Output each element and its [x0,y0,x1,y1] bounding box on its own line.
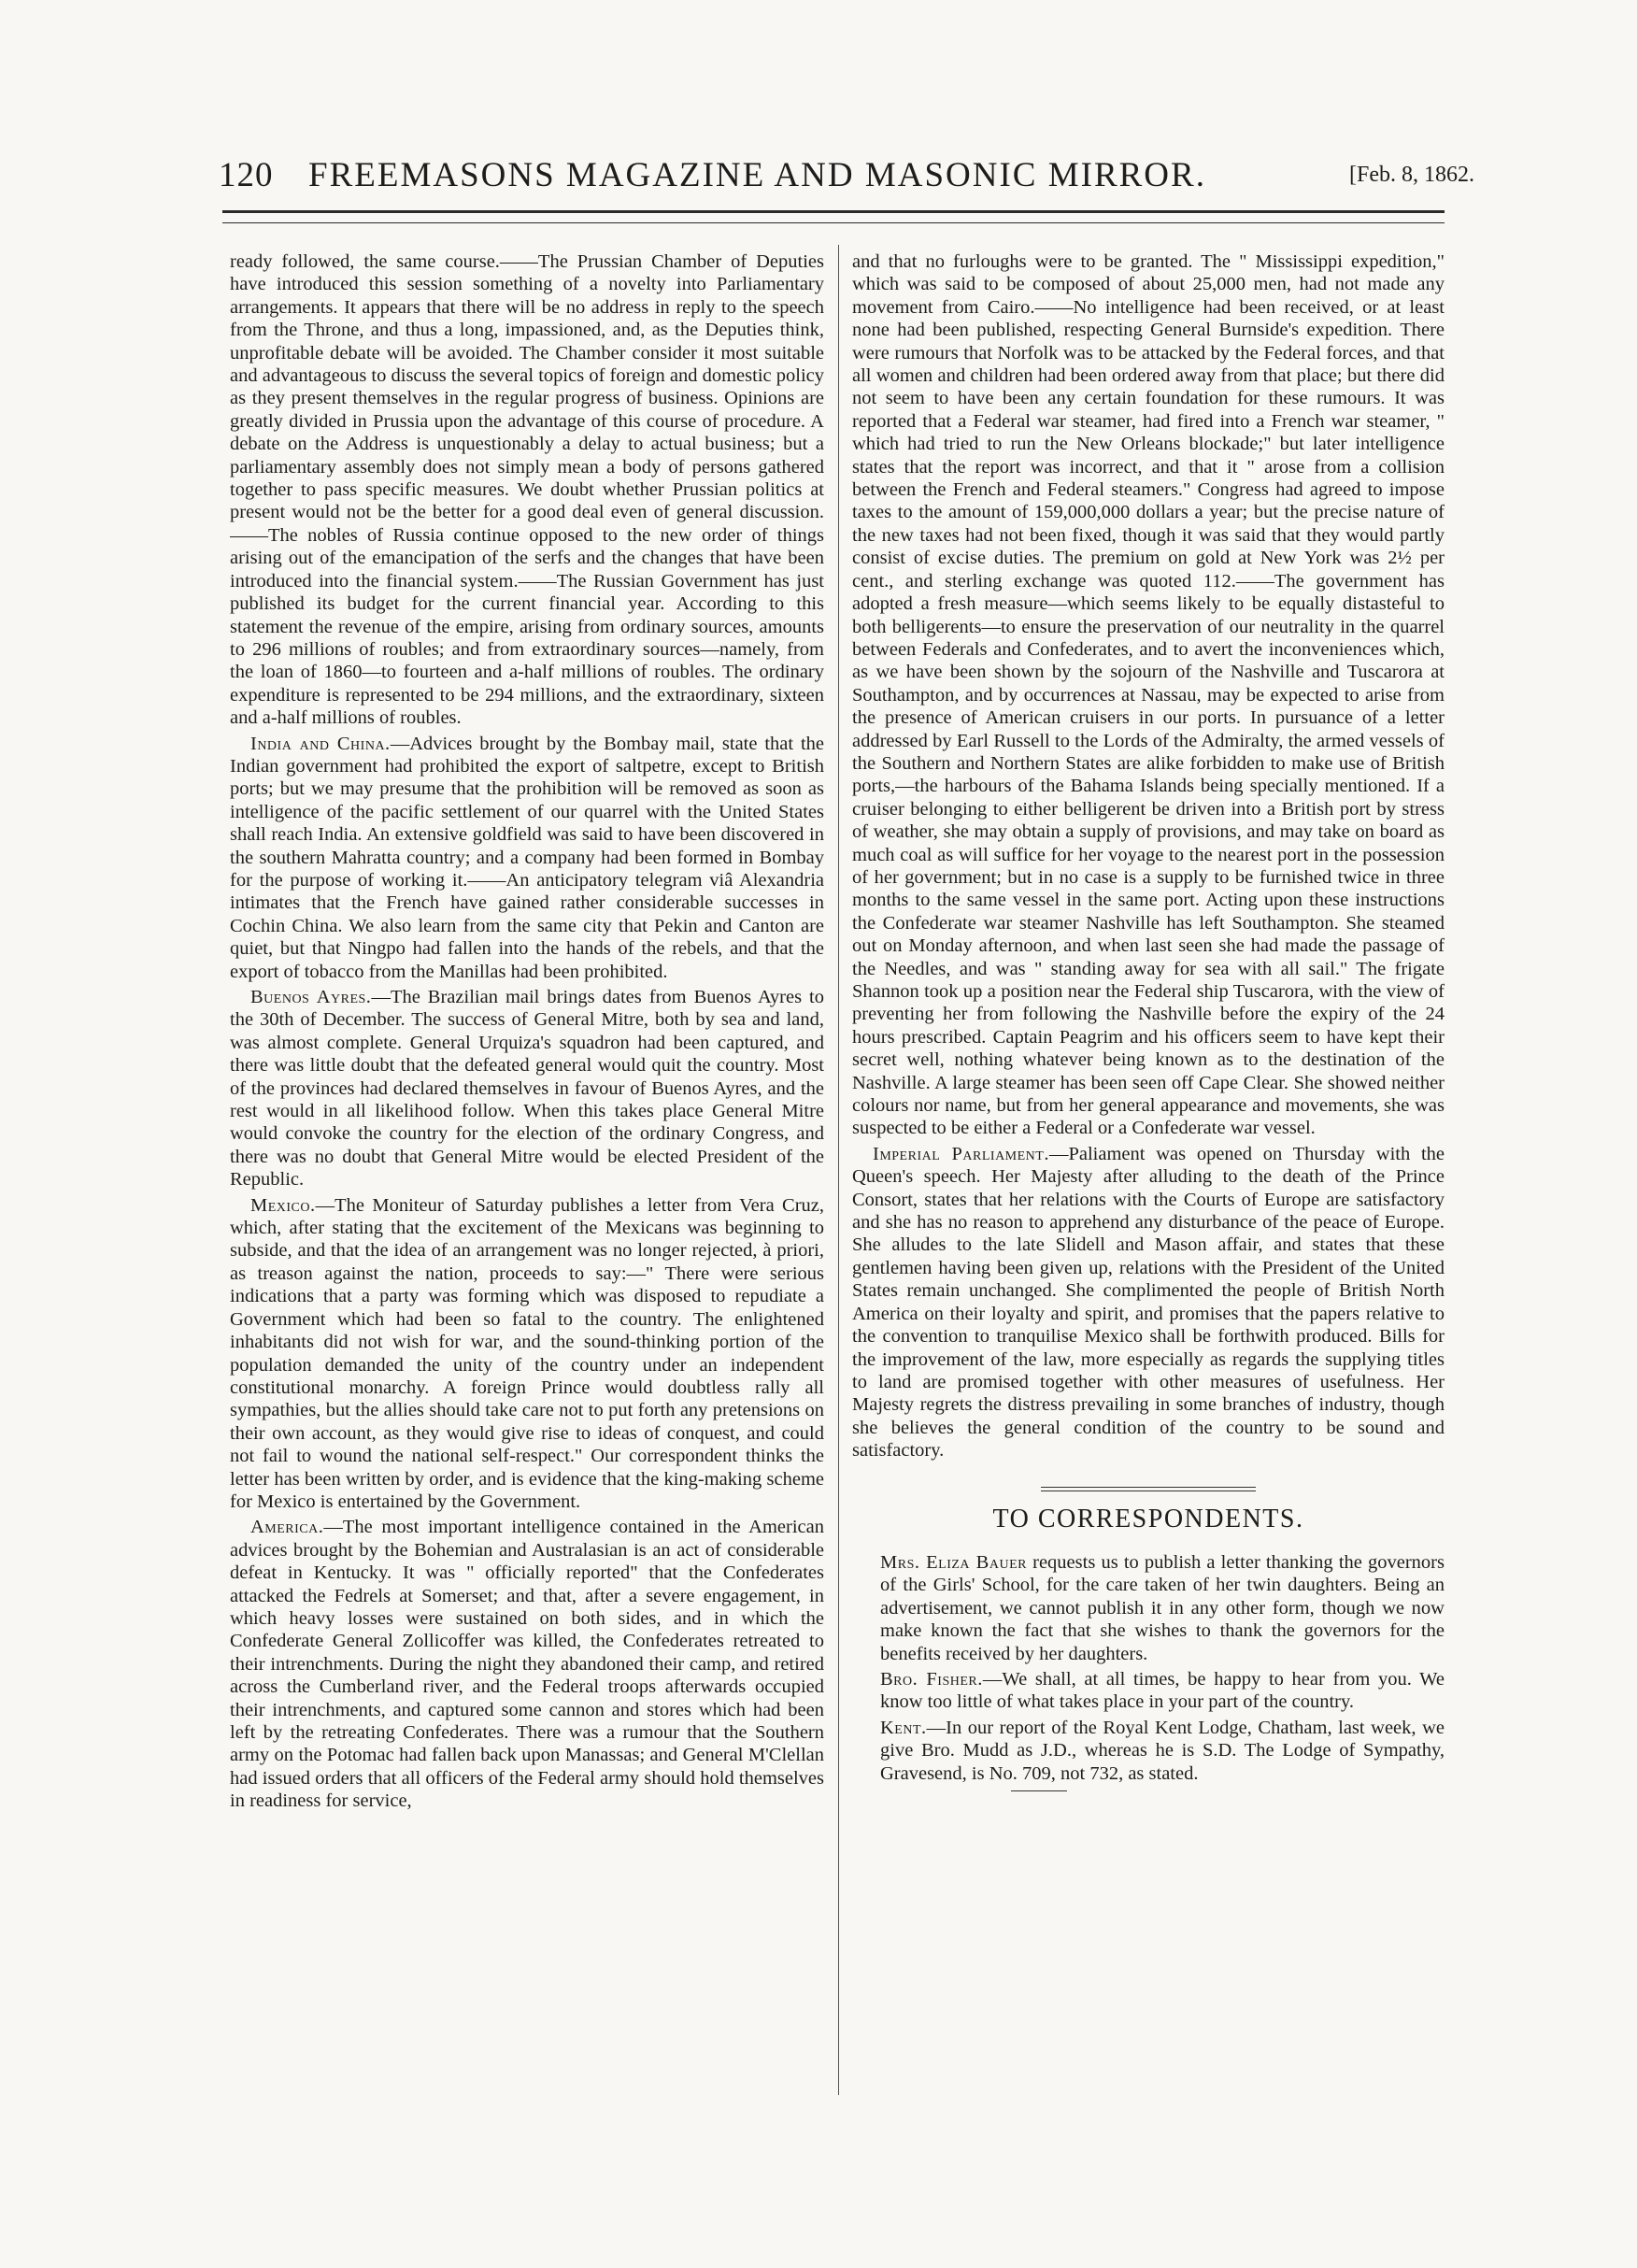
paragraph-imperial-parliament [852,1143,1445,1462]
paragraph-india-china [230,733,824,983]
correspondents-heading: TO CORRESPONDENTS. [992,1504,1304,1533]
section-divider [1041,1487,1256,1491]
issue-date: [Feb. 8, 1862. [1349,163,1474,187]
masthead-title: FREEMASONS MAGAZINE AND MASONIC MIRROR. [308,156,1206,194]
correspondent-body-bauer: requests us to publish a letter thanking the governors of the Girls' School, for the care taken of her twin daughters. Being an advertisement, we cannot publish it in any other form, though we now make known the fact that she wishes to thank the governors for the benefits received by her daughters. [880,1551,1445,1664]
correspondent-body-kent: —In our report of the Royal Kent Lodge, Chatham, last week, we give Bro. Mudd as J.D., whereas he is S.D. The Lodge of Sympathy, Gravesend, is No. 709, not 732, as stated. [880,1717,1445,1784]
header-rule-thin [222,222,1445,223]
body-buenos-ayres: —The Brazilian mail brings dates from Buenos Ayres to the 30th of December. The success of General Mitre, both by sea and land, was almost complete. General Urquiza's squadron had been captured, and there was little doubt that the defeated general would quit the country. Most of the provinces had declared themselves in favour of Buenos Ayres, and the rest would in all likelihood follow. When this takes place General Mitre would convoke the country for the election of the ordinary Congress, and there was no doubt that General Mitre would be elected President of the Republic. [230,987,824,1191]
right-column [852,250,1445,2129]
header-rule-thick [222,210,1445,213]
correspondent-note-fisher [852,1668,1445,1714]
paragraph-america-continued: and that no furloughs were to be granted. The " Mississippi expedition," which was said to be composed of about 25,000 men, had not made any movement from Cairo.——No intelligence had been received, or at least none had been published, respecting General Burnside's expedition. There were rumours that Norfolk was to be attacked by the Federal forces, and that all women and children had been ordered away from that place; but there did not seem to have been any certain foundation for these rumours. It was reported that a Federal war steamer, had fired into a French war steamer, " which had tried to run the New Orleans blockade;" but later intelligence states that the report was incorrect, and that it " arose from a collision between the French and Federal steamers." Congress had agreed to impose taxes to the amount of 159,000,000 dollars a year; but the precise nature of the new taxes had not been fixed, though it was said that they would partly consist of excise duties. The premium on gold at New York was 2½ per cent., and sterling exchange was quoted 112.——The government has adopted a fresh measure—which seems likely to be equally distasteful to both belligerents—to ensure the preservation of our neutrality in the quarrel between Federals and Confederates, and to avert the inconveniences which, as we have been shown by the sojourn of the Nashville and Tuscarora at Southampton, and by occurrences at Nassau, may be expected to arise from the presence of American cruisers in our ports. In pursuance of a letter addressed by Earl Russell to the Lords of the Admiralty, the armed vessels of the Southern and Northern States are alike forbidden to make use of British ports,—the harbours of the Bahama Islands being specially mentioned. If a cruiser belonging to either belligerent be driven into a British port by stress of weather, she may obtain a supply of provisions, and may take on board as much coal as will suffice for her voyage to the nearest port in the possession of her government; but in no case is a supply to be furnished twice in three months to the same vessel in the same port. Acting upon these instructions the Confederate war steamer Nashville has left Southampton. She steamed out on Monday afternoon, and when last seen she had made the passage of the Needles, and was " standing away for sea with all sail." The frigate Shannon took up a position near the Federal ship Tuscarora, with the view of preventing her from following the Nashville before the expiry of the 24 hours prescribed. Captain Peagrim and his officers seem to have kept their secret well, nothing whatever being known as to the destination of the Nashville. A large steamer has been seen off Cape Clear. She showed neither colours nor name, but from her general appearance and movements, she was suspected to be either a Federal or a Confederate war vessel. [852,251,1445,1139]
body-india-china: —Advices brought by the Bombay mail, state that the Indian government had prohibited the export of saltpetre, except to British ports; but we may presume that the prohibition will be removed as soon as intelligence of the pacific settlement of our quarrel with the United States shall reach India. An extensive goldfield was said to have been discovered in the southern Mahratta country; and a company had been formed in Bombay for the purpose of working it.——An anticipatory telegram viâ Alexandria intimates that the French have gained rather considerable successes in Cochin China. We also learn from the same city that Pekin and Canton are quiet, but that Ningpo had fallen into the hands of the rebels, and that the export of tobacco from the Manillas had been prohibited. [230,733,824,982]
correspondent-name-fisher: Bro. Fisher. [880,1668,983,1690]
paragraph-buenos-ayres [230,986,824,1191]
correspondent-body-fisher: —We shall, at all times, be happy to hear from you. We know too little of what takes place in your part of the country. [880,1668,1445,1713]
section-head-america: America. [250,1517,324,1538]
section-head-mexico: Mexico. [250,1194,316,1216]
correspondent-name-kent: Kent. [880,1717,927,1738]
section-head-buenos-ayres: Buenos Ayres. [250,987,372,1007]
correspondent-note-kent [852,1717,1445,1785]
correspondent-name-bauer: Mrs. Eliza Bauer [880,1551,1027,1573]
section-head-imperial-parliament: Imperial Parliament. [873,1143,1049,1164]
correspondent-note-bauer [852,1551,1445,1665]
page-number: 120 [219,156,274,194]
body-imperial-parliament: —Paliament was opened on Thursday with the Queen's speech. Her Majesty after alluding to the death of the Prince Consort, states that her relations with the Courts of Europe are satisfactory and she has no reason to apprehend any disturbance of the peace of Europe. She alludes to the late Slidell and Mason affair, and states that these gentlemen having been given up, relations with the President of the United States remain unchanged. She complimented the people of British North America on their loyalty and spirit, and promises that the papers relative to the convention to tranquilise Mexico shall be forthwith produced. Bills for the improvement of the law, more especially as regards the supplying titles to land are promised together with other measures of usefulness. Her Majesty regrets the distress prevailing in some branches of industry, though she believes the general condition of the country to be sound and satisfactory. [852,1143,1445,1462]
section-head-india-china: India and China. [250,733,391,754]
paragraph-mexico [230,1194,824,1514]
paragraph-prussia-russia: ready followed, the same course.——The Prussian Chamber of Deputies have introduced this session something of a novelty into Parliamentary arrangements. It appears that there will be no address in reply to the speech from the Throne, and thus a long, impassioned, and, as the Deputies think, unprofitable debate will be avoided. The Chamber consider it most suitable and advantageous to discuss the several topics of foreign and domestic policy as they present themselves in the regular progress of business. Opinions are greatly divided in Prussia upon the advantage of this course of procedure. A debate on the Address is unquestionably a delay to actual business; but a parliamentary assembly does not simply mean a body of persons gathered together to pass specific measures. We doubt whether Prussian politics at present would not be the better for a good deal even of general discussion.——The nobles of Russia continue opposed to the new order of things arising out of the emancipation of the serfs and the changes that have been introduced into the financial system.——The Russian Government has just published its budget for the current financial year. According to this statement the revenue of the empire, arising from ordinary sources, amounts to 296 millions of roubles; and from extraordinary sources—namely, from the loan of 1860—to fourteen and a-half millions of roubles. The ordinary expenditure is represented to be 294 millions, and the extraordinary, sixteen and a-half millions of roubles. [230,251,824,729]
left-column [230,250,824,2129]
column-divider [838,245,839,2095]
body-mexico: —The Moniteur of Saturday publishes a letter from Vera Cruz, which, after stating that the excitement of the Mexicans was beginning to subside, and that the idea of an arrangement was no longer rejected, à priori, as treason against the nation, proceeds to say:—" There were serious indications that a party was forming which was disposed to repudiate a Government which had been so fatal to the country. The enlightened inhabitants did not wish for war, and the sound-thinking portion of the population demanded the unity of the country under an independent constitutional monarchy. A foreign Prince would doubtless rally all sympathies, but the allies should take care not to put forth any pretensions on their own account, as they would give rise to ideas of conquest, and could not fail to wound the national self-respect." Our correspondent thinks the letter has been written by order, and is evidence that the king-making scheme for Mexico is entertained by the Government. [230,1194,824,1512]
paragraph-america [230,1516,824,1812]
end-rule [1011,1790,1067,1791]
body-america: —The most important intelligence contained in the American advices brought by the Bohemian and Australasian is an act of considerable defeat in Kentucky. It was " officially reported" that the Confederates attacked the Fedrels at Somerset; and that, after a severe engagement, in which heavy losses were sustained on both sides, and in which the Confederate General Zollicoffer was killed, the Confederates retreated to their intrenchments. During the night they abandoned their camp, and retired across the Cumberland river, and the Federal troops afterwards occupied their intrenchments, and captured some cannon and stores which had been left by the retreating Confederates. There was a rumour that the Southern army on the Potomac had fallen back upon Manassas; and General M'Clellan had issued orders that all officers of the Federal army should hold themselves in readiness for service, [230,1517,824,1812]
